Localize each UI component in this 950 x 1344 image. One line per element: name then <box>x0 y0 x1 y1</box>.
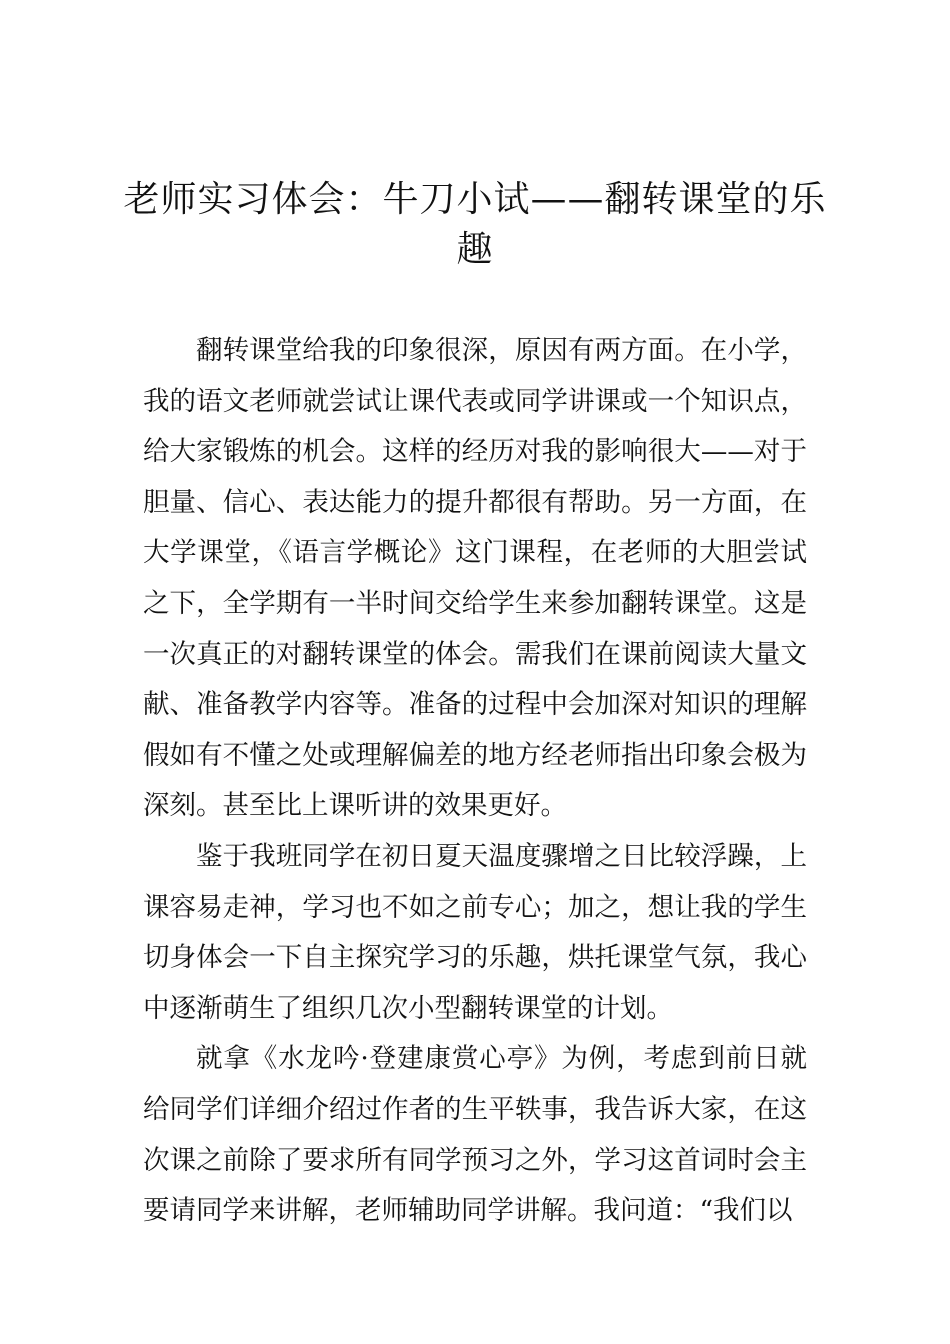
document-title: 老师实习体会：牛刀小试——翻转课堂的乐趣 <box>123 179 827 270</box>
paragraph-3: 就拿《水龙吟·登建康赏心亭》为例，考虑到前日就给同学们详细介绍过作者的生平轶事，我告诉大家，在这次课之前除了要求所有同学预习之外，学习这首词时会主要请同学来讲解，老师辅助同学讲解。我问道：“我们以 <box>143 1043 807 1227</box>
document-body <box>143 326 807 1237</box>
paragraph-1: 翻转课堂给我的印象很深，原因有两方面。在小学，我的语文老师就尝试让课代表或同学讲课或一个知识点，给大家锻炼的机会。这样的经历对我的影响很大——对于胆量、信心、表达能力的提升都很有帮助。另一方面，在大学课堂，《语言学概论》这门课程，在老师的大胆尝试之下，全学期有一半时间交给学生来参加翻转课堂。这是一次真正的对翻转课堂的体会。需我们在课前阅读大量文献、准备教学内容等。准备的过程中会加深对知识的理解假如有不懂之处或理解偏差的地方经老师指出印象会极为深刻。甚至比上课听讲的效果更好。 <box>143 335 807 822</box>
paragraph-2: 鉴于我班同学在初日夏天温度骤增之日比较浮躁，上课容易走神，学习也不如之前专心；加之，想让我的学生切身体会一下自主探究学习的乐趣，烘托课堂气氛，我心中逐渐萌生了组织几次小型翻转课堂的计划。 <box>143 840 807 1024</box>
